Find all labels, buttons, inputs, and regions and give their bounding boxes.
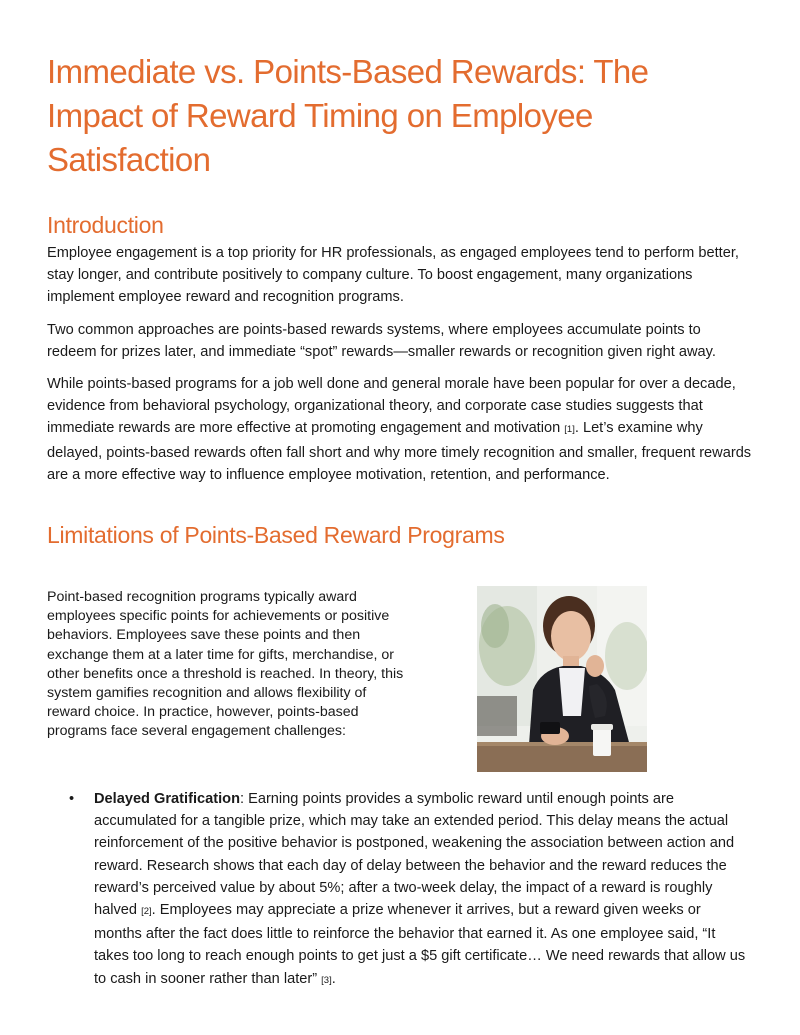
introduction-heading: Introduction bbox=[47, 212, 164, 238]
bullet-text-c: . bbox=[331, 970, 336, 987]
citation-ref-3[interactable]: [3] bbox=[321, 974, 332, 986]
limitations-heading: Limitations of Points-Based Reward Programs bbox=[47, 522, 505, 549]
bullet-text-a: : Earning points provides a symbolic reward until enough points are accumulated for a tangible prize, which may take an extended period. This delay means the actual reinforcement of the positive behavior is postponed, weakening the association between action and reward. Research shows that each day of delay between the behavior and the reward reduces the reward’s perceived value by about 5%; after a two-week delay, the impact of a reward is roughly halved bbox=[94, 791, 735, 919]
bullet-text-b: . Employees may appreciate a prize whenever it arrives, but a reward given weeks or months after the fact does little to reinforce the behavior that earned it. As one employee said, “It takes too long to reach enough points to get just a $5 gift certificate… We need rewards that allow us to cash in sooner rather than later” bbox=[94, 902, 746, 987]
intro-paragraph-2: Two common approaches are points-based rewards systems, where employees accumulate points to redeem for prizes later, and immediate “spot” rewards—smaller rewards or recognition given right away. bbox=[47, 321, 716, 360]
bullet-term: Delayed Gratification bbox=[94, 791, 240, 808]
limitations-intro-block bbox=[47, 588, 752, 778]
intro-paragraph-3-text-a: While points-based programs for a job well done and general morale have been popular for over a decade, evidence from behavioral psychology, organizational theory, and corporate case studies suggests that immediate rewards are more effective at promoting engagement and motivation bbox=[47, 376, 736, 437]
document-title: Immediate vs. Points-Based Rewards: The Impact of Reward Timing on Employee Satisfaction bbox=[47, 53, 649, 178]
bullet-marker: • bbox=[69, 791, 75, 808]
intro-paragraph-3-text-b: . Let’s examine why delayed, points-based rewards often fall short and why more timely recognition and smaller, frequent rewards are a more effective way to influence employee motivation, retention, and performance. bbox=[47, 420, 752, 483]
intro-paragraph-3 bbox=[47, 373, 752, 486]
employee-phone-photo bbox=[477, 586, 647, 772]
limitations-paragraph: Point-based recognition programs typically award employees specific points for achievements or positive behaviors. Employees save these points and then exchange them at a later time for gifts, merchandise, or other benefits once a threshold is reached. In theory, this system gamifies recognition and allows flexibility of reward choice. In practice, however, points-based programs face several engagement challenges: bbox=[47, 589, 404, 740]
list-item bbox=[47, 788, 752, 992]
citation-ref-2[interactable]: [2] bbox=[141, 906, 152, 918]
limitations-bullet-list bbox=[47, 788, 752, 992]
intro-paragraph-1: Employee engagement is a top priority for HR professionals, as engaged employees tend to perform better, stay longer, and contribute positively to company culture. To boost engagement, many organizations implement employee reward and recognition programs. bbox=[47, 245, 739, 306]
citation-ref-1[interactable]: [1] bbox=[564, 424, 575, 436]
